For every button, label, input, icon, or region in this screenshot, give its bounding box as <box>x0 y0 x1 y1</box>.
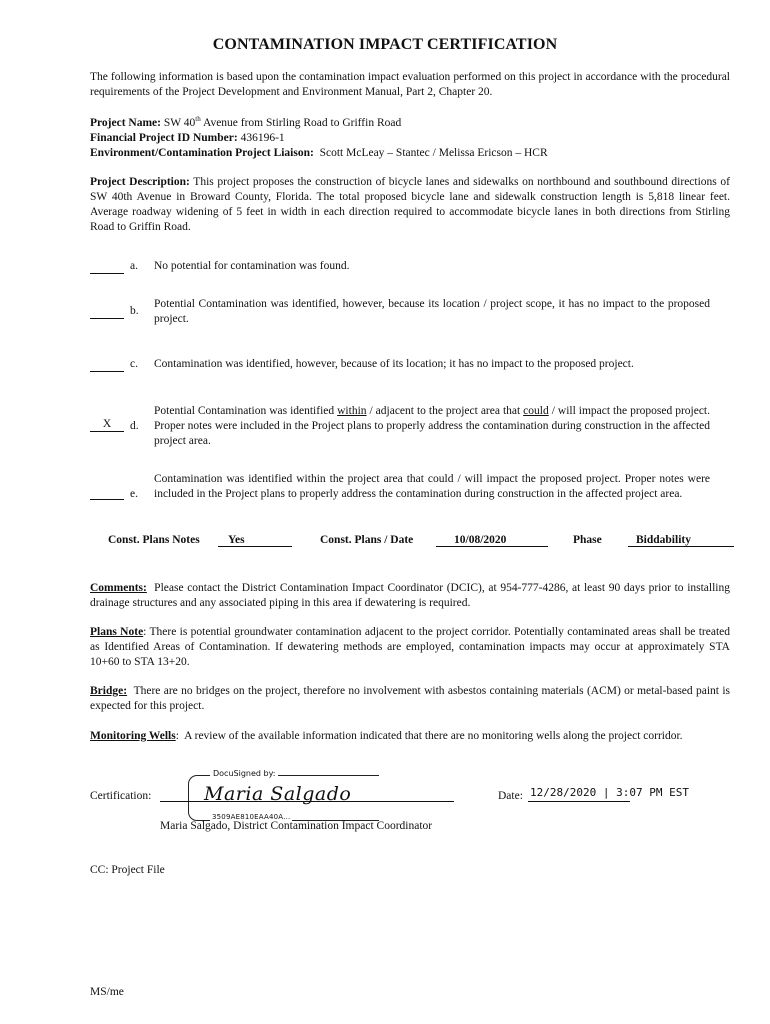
option-b-checkbox[interactable] <box>90 304 124 319</box>
monitoring-paragraph: Monitoring Wells: A review of the available information indicated that there are no monitoring wells along the project corridor. <box>90 730 683 742</box>
project-name-row: Project Name: SW 40th Avenue from Stirling Road to Griffin Road <box>90 115 402 129</box>
const-plans-notes-label: Const. Plans Notes <box>108 534 200 546</box>
option-d <box>90 404 730 450</box>
option-e-text: Contamination was identified within the project area that could / will impact the proposed project. Proper notes were included in the Project plans to properly address the contamination during construction in the affected project area. <box>154 473 710 500</box>
bridge-text: There are no bridges on the project, therefore no involvement with asbestos containing materials (ACM) or metal-based paint is expected for this project. <box>90 685 731 712</box>
plans-note-paragraph: Plans Note: There is potential groundwater contamination adjacent to the project corridor. Potentially contaminated areas shall be treated as Identified Areas of Contamination. If dewatering methods are employed, contamination impacts may occur at approximately STA 10+60 to STA 13+20. <box>90 626 730 668</box>
option-a-letter: a. <box>130 260 138 272</box>
const-plans-date-value: 10/08/2020 <box>436 534 548 547</box>
project-description: Project Description: This project proposes the construction of bicycle lanes and sidewalks on northbound and southbound directions of SW 40th Avenue in Broward County, Florida. The total proposed bicycle lane and sidewalk construction length is 5,818 linear feet. Average roadway widening of 5 feet in width in each direction required to accommodate bicycle lanes in both directions from Stirling Road to Griffin Road. <box>90 176 730 233</box>
liaison-label: Environment/Contamination Project Liaison <box>90 147 310 159</box>
option-e-letter: e. <box>130 488 138 500</box>
date-label: Date: <box>498 790 523 802</box>
option-a-checkbox[interactable] <box>90 259 124 274</box>
fpid-label: Financial Project ID Number <box>90 132 234 144</box>
option-a-text: No potential for contamination was found. <box>154 260 350 272</box>
certification-label: Certification: <box>90 790 152 802</box>
option-d-letter: d. <box>130 420 139 432</box>
project-name-pre: SW 40 <box>163 117 196 129</box>
date-line <box>528 801 630 802</box>
liaison-value: Scott McLeay – Stantec / Melissa Ericson – HCR <box>319 147 548 159</box>
cc-line: CC: Project File <box>90 864 165 876</box>
option-e <box>90 472 730 518</box>
monitoring-label: Monitoring Wells <box>90 730 176 742</box>
project-info <box>90 116 730 161</box>
liaison-row: Environment/Contamination Project Liaison: Scott McLeay – Stantec / Melissa Ericson – HCR <box>90 147 548 159</box>
option-d-checkbox[interactable]: X <box>90 417 124 432</box>
signature-line <box>160 801 454 802</box>
option-c-checkbox[interactable] <box>90 357 124 372</box>
bridge-paragraph <box>90 684 730 714</box>
plans-note-label: Plans Note <box>90 626 144 638</box>
option-b-text: Potential Contamination was identified, however, because its location / project scope, it has no impact to the proposed project. <box>154 298 710 325</box>
const-plans-notes-value: Yes <box>218 534 292 547</box>
comments-text: Please contact the District Contamination Impact Coordinator (DCIC), at 954-777-4286, at least 90 days prior to installing drainage structures and any associated piping in this area if dewatering is required. <box>90 582 730 609</box>
fpid-value: 436196-1 <box>240 132 285 144</box>
footer-initials: MS/me <box>90 986 124 998</box>
date-value: 12/28/2020 | 3:07 PM EST <box>530 786 689 799</box>
option-b <box>90 297 730 329</box>
description-text: This project proposes the construction of bicycle lanes and sidewalks on northbound and southbound directions of SW 40th Avenue in Broward County, Florida. The total proposed bicycle lane and sidewalk construction length is 5,818 linear feet. Average roadway widening of 5 feet in width in each direction required to accommodate bicycle lanes in both directions from Stirling Road to Griffin Road. <box>90 176 730 233</box>
project-name-label: Project Name <box>90 117 158 129</box>
plans-note-text: There is potential groundwater contamination adjacent to the project corridor. Potentially contaminated areas shall be treated as Identified Areas of Contamination. If dewatering methods are employed, contamination impacts may occur at approximately STA 10+60 to STA 13+20. <box>90 626 730 668</box>
monitoring-text: A review of the available information indicated that there are no monitoring wells along the project corridor. <box>184 730 683 742</box>
document-title: CONTAMINATION IMPACT CERTIFICATION <box>212 36 558 53</box>
comments-paragraph <box>90 581 730 611</box>
bridge-label: Bridge: <box>90 685 128 697</box>
docusign-label: DocuSigned by: <box>210 769 278 778</box>
phase-value: Biddability <box>628 534 734 547</box>
const-plans-date-label: Const. Plans / Date <box>320 534 414 546</box>
comments-label: Comments: <box>90 582 147 594</box>
phase-label: Phase <box>573 534 602 546</box>
signature: Maria Salgado <box>204 783 352 805</box>
project-name-post: Avenue from Stirling Road to Griffin Road <box>200 117 402 129</box>
signer-name: Maria Salgado, District Contamination Impact Coordinator <box>160 820 433 832</box>
project-name-sup: th <box>195 115 201 124</box>
option-b-letter: b. <box>130 305 139 317</box>
option-a <box>90 259 730 279</box>
option-d-text: Potential Contamination was identified within / adjacent to the project area that could / will impact the proposed project. Proper notes were included in the Project plans to properly address the contamination during construction in the affected project area. <box>154 405 711 447</box>
option-e-checkbox[interactable] <box>90 485 124 500</box>
option-c-letter: c. <box>130 358 138 370</box>
fpid-row: Financial Project ID Number: 436196-1 <box>90 132 285 144</box>
option-c-text: Contamination was identified, however, because of its location; it has no impact to the proposed project. <box>154 358 634 370</box>
intro-paragraph: The following information is based upon the contamination impact evaluation performed on this project in accordance with the procedural requirements of the Project Development and Environment Manual, Part 2, Chapter 20. <box>90 71 730 98</box>
description-label: Project Description <box>90 176 187 188</box>
docusign-hash: 3509AE810EAA40A... <box>212 813 291 821</box>
option-c <box>90 357 730 377</box>
